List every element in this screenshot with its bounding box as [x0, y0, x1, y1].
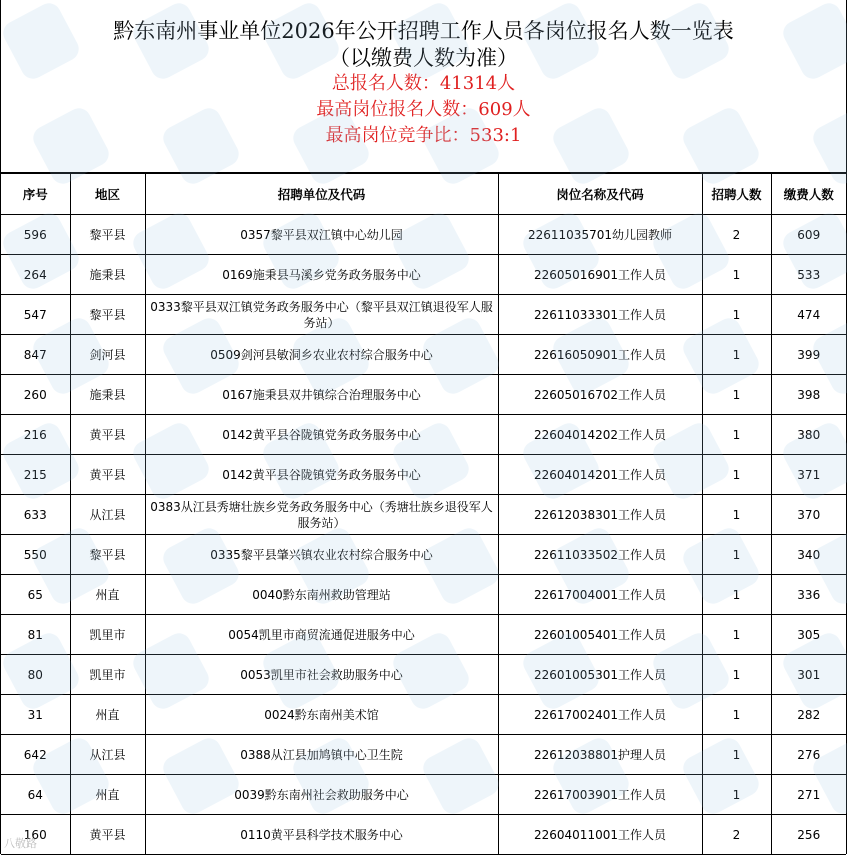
cell-post: 22617004001工作人员 [498, 575, 702, 615]
cell-unit: 0169施秉县马溪乡党务政务服务中心 [145, 255, 498, 295]
cell-post: 22601005401工作人员 [498, 615, 702, 655]
cell-paid: 371 [771, 455, 846, 495]
cell-paid: 336 [771, 575, 846, 615]
cell-region: 施秉县 [70, 255, 145, 295]
cell-hires: 1 [702, 295, 771, 335]
cell-paid: 340 [771, 535, 846, 575]
table-row [1, 575, 846, 615]
cell-post: 22612038801护理人员 [498, 735, 702, 775]
cell-region: 黎平县 [70, 215, 145, 255]
cell-index: 847 [1, 335, 70, 375]
col-header-unit: 招聘单位及代码 [145, 174, 498, 215]
cell-region: 州直 [70, 775, 145, 815]
cell-index: 633 [1, 495, 70, 535]
cell-paid: 271 [771, 775, 846, 815]
cell-index: 215 [1, 455, 70, 495]
max-post-applicants: 最高岗位报名人数：609人 [316, 99, 531, 120]
table-row [1, 255, 846, 295]
cell-hires: 1 [702, 415, 771, 455]
cell-paid: 301 [771, 655, 846, 695]
cell-index: 80 [1, 655, 70, 695]
cell-hires: 1 [702, 735, 771, 775]
cell-paid: 398 [771, 375, 846, 415]
cell-region: 黄平县 [70, 415, 145, 455]
table-row [1, 375, 846, 415]
cell-unit: 0167施秉县双井镇综合治理服务中心 [145, 375, 498, 415]
table-row [1, 215, 846, 255]
cell-hires: 1 [702, 615, 771, 655]
cell-post: 22604011001工作人员 [498, 815, 702, 855]
cell-unit: 0024黔东南州美术馆 [145, 695, 498, 735]
report-title: 黔东南州事业单位2026年公开招聘工作人员各岗位报名人数一览表 [113, 19, 734, 43]
cell-region: 凯里市 [70, 655, 145, 695]
cell-post: 22611033502工作人员 [498, 535, 702, 575]
cell-post: 22612038301工作人员 [498, 495, 702, 535]
cell-hires: 1 [702, 575, 771, 615]
table-header-row [1, 174, 846, 215]
cell-paid: 609 [771, 215, 846, 255]
cell-index: 264 [1, 255, 70, 295]
cell-index: 216 [1, 415, 70, 455]
table-row [1, 495, 846, 535]
cell-index: 596 [1, 215, 70, 255]
cell-unit: 0388从江县加鸠镇中心卫生院 [145, 735, 498, 775]
cell-post: 22605016702工作人员 [498, 375, 702, 415]
cell-unit: 0335黎平县肇兴镇农业农村综合服务中心 [145, 535, 498, 575]
cell-hires: 1 [702, 695, 771, 735]
cell-region: 凯里市 [70, 615, 145, 655]
cell-region: 州直 [70, 695, 145, 735]
cell-unit: 0053凯里市社会救助服务中心 [145, 655, 498, 695]
cell-unit: 0054凯里市商贸流通促进服务中心 [145, 615, 498, 655]
cell-unit: 0110黄平县科学技术服务中心 [145, 815, 498, 855]
cell-hires: 1 [702, 775, 771, 815]
cell-post: 22617003901工作人员 [498, 775, 702, 815]
cell-hires: 1 [702, 495, 771, 535]
cell-hires: 1 [702, 255, 771, 295]
cell-region: 黎平县 [70, 535, 145, 575]
cell-hires: 2 [702, 815, 771, 855]
cell-index: 547 [1, 295, 70, 335]
cell-unit: 0039黔东南州社会救助服务中心 [145, 775, 498, 815]
col-header-post: 岗位名称及代码 [498, 174, 702, 215]
cell-unit: 0357黎平县双江镇中心幼儿园 [145, 215, 498, 255]
cell-paid: 370 [771, 495, 846, 535]
cell-unit: 0333黎平县双江镇党务政务服务中心（黎平县双江镇退役军人服务站） [145, 295, 498, 335]
table-row [1, 415, 846, 455]
cell-region: 从江县 [70, 735, 145, 775]
table-row [1, 615, 846, 655]
cell-unit: 0142黄平县谷陇镇党务政务服务中心 [145, 455, 498, 495]
cell-post: 22601005301工作人员 [498, 655, 702, 695]
cell-unit: 0383从江县秀塘壮族乡党务政务服务中心（秀塘壮族乡退役军人服务站） [145, 495, 498, 535]
col-header-hires: 招聘人数 [702, 174, 771, 215]
cell-post: 22604014202工作人员 [498, 415, 702, 455]
cell-unit: 0040黔东南州救助管理站 [145, 575, 498, 615]
col-header-region: 地区 [70, 174, 145, 215]
table-row [1, 535, 846, 575]
cell-paid: 282 [771, 695, 846, 735]
watermark-logo: 八敬路 [4, 837, 37, 850]
cell-region: 剑河县 [70, 335, 145, 375]
table-row [1, 695, 846, 735]
cell-region: 从江县 [70, 495, 145, 535]
cell-hires: 1 [702, 375, 771, 415]
cell-index: 260 [1, 375, 70, 415]
max-competition-ratio: 最高岗位竞争比：533:1 [325, 125, 522, 146]
cell-paid: 474 [771, 295, 846, 335]
cell-index: 550 [1, 535, 70, 575]
cell-hires: 1 [702, 455, 771, 495]
cell-region: 黎平县 [70, 295, 145, 335]
cell-post: 22611035701幼儿园教师 [498, 215, 702, 255]
col-header-paid: 缴费人数 [771, 174, 846, 215]
cell-paid: 380 [771, 415, 846, 455]
cell-post: 22604014201工作人员 [498, 455, 702, 495]
cell-index: 64 [1, 775, 70, 815]
cell-index: 81 [1, 615, 70, 655]
cell-region: 州直 [70, 575, 145, 615]
cell-hires: 1 [702, 335, 771, 375]
table-body [1, 215, 846, 855]
table-row [1, 815, 846, 855]
cell-paid: 533 [771, 255, 846, 295]
cell-post: 22605016901工作人员 [498, 255, 702, 295]
table-row [1, 775, 846, 815]
table-row [1, 295, 846, 335]
cell-index: 642 [1, 735, 70, 775]
cell-hires: 2 [702, 215, 771, 255]
cell-region: 黄平县 [70, 815, 145, 855]
cell-post: 22617002401工作人员 [498, 695, 702, 735]
cell-post: 22616050901工作人员 [498, 335, 702, 375]
cell-index: 65 [1, 575, 70, 615]
report-subtitle: （以缴费人数为准） [329, 46, 518, 70]
cell-post: 22611033301工作人员 [498, 295, 702, 335]
cell-hires: 1 [702, 655, 771, 695]
total-applicants: 总报名人数：41314人 [331, 73, 516, 94]
table-row [1, 335, 846, 375]
cell-paid: 399 [771, 335, 846, 375]
cell-unit: 0509剑河县敏洞乡农业农村综合服务中心 [145, 335, 498, 375]
cell-unit: 0142黄平县谷陇镇党务政务服务中心 [145, 415, 498, 455]
table-row [1, 735, 846, 775]
cell-index: 31 [1, 695, 70, 735]
cell-paid: 256 [771, 815, 846, 855]
cell-index: 160 [1, 815, 70, 855]
report-header [1, 0, 846, 173]
table-row [1, 455, 846, 495]
cell-hires: 1 [702, 535, 771, 575]
cell-region: 黄平县 [70, 455, 145, 495]
cell-paid: 276 [771, 735, 846, 775]
col-header-index: 序号 [1, 174, 70, 215]
cell-paid: 305 [771, 615, 846, 655]
table-row [1, 655, 846, 695]
applicant-table [1, 173, 846, 855]
cell-region: 施秉县 [70, 375, 145, 415]
